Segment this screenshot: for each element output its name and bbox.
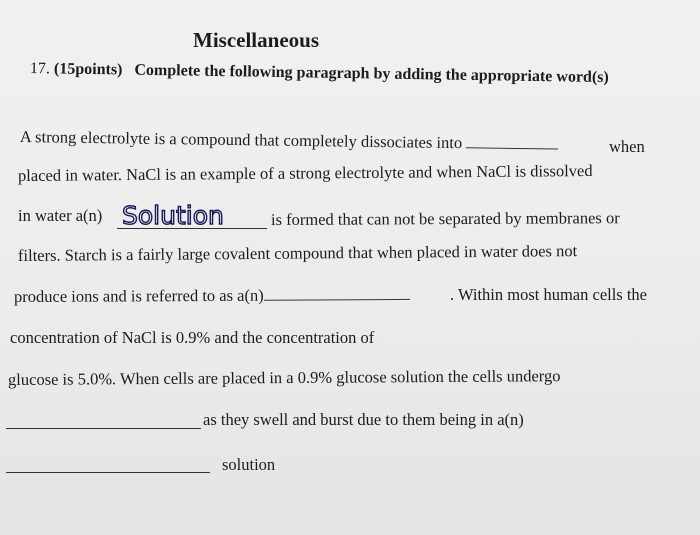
line-1-text-a: A strong electrolyte is a compound that completely dissociates into: [19, 127, 463, 153]
paragraph-line-2: placed in water. NaCl is an example of a strong electrolyte and when NaCl is dissolved: [17, 160, 593, 185]
line-3-text-b: is formed that can not be separated by membranes or: [270, 208, 620, 229]
paragraph-line-1: [20, 127, 559, 155]
answer-blank-3: [264, 299, 410, 301]
question-points: (15points): [53, 60, 123, 79]
line-1-text-b: when: [609, 137, 645, 156]
line-8-text: as they swell and burst due to them being in a(n): [203, 410, 524, 429]
question-number: 17.: [29, 60, 51, 78]
line-5-text-b: . Within most human cells the: [450, 285, 648, 304]
paragraph-line-6: concentration of NaCl is 0.9% and the concentration of: [10, 328, 375, 347]
page-title: Miscellaneous: [193, 28, 319, 52]
answer-blank-4: [6, 428, 201, 429]
paragraph-line-4: filters. Starch is a fairly large covalent compound that when placed in water does not: [17, 241, 578, 265]
question-instruction: Complete the following paragraph by adding the appropriate word(s): [134, 61, 609, 87]
line-9-text: solution: [222, 455, 276, 474]
answer-blank-1: [466, 147, 558, 149]
paragraph-line-5: [14, 285, 410, 307]
line-5-text-a: produce ions and is referred to as a(n): [13, 285, 264, 306]
handwritten-answer: [118, 194, 266, 234]
answer-blank-5: [6, 472, 210, 473]
question-header: [30, 60, 609, 87]
handwritten-answer-text: Solution: [122, 201, 224, 230]
paragraph-line-7: glucose is 5.0%. When cells are placed in a 0.9% glucose solution the cells undergo: [7, 366, 561, 389]
line-3-text-a: in water a(n): [18, 206, 103, 225]
